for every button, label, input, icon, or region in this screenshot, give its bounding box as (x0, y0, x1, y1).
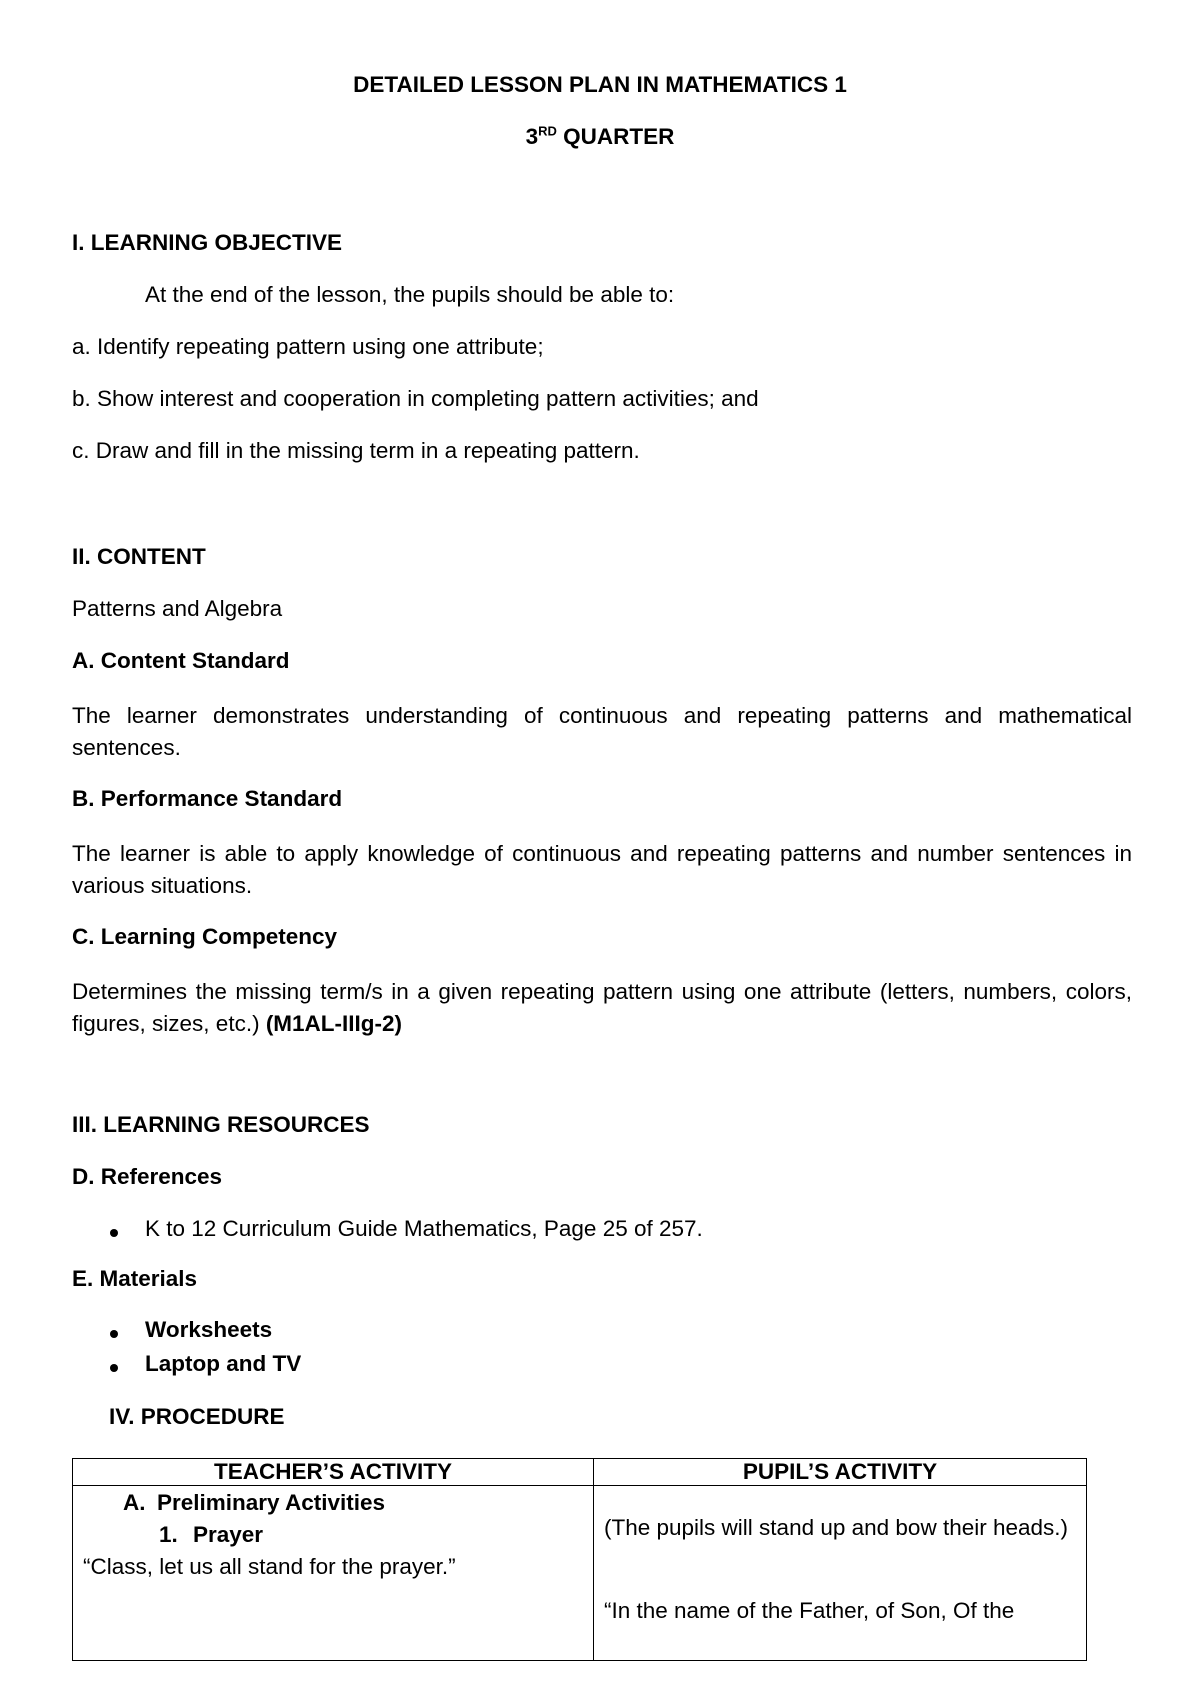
quarter-number: 3 (525, 124, 539, 149)
pupil-action-line: (The pupils will stand up and bow their heads.) (604, 1515, 1069, 1540)
teacher-activity-cell (73, 1486, 594, 1661)
performance-standard-text: The learner is able to apply knowledge of continuous and repeating patterns and number sentences in various situations. (72, 841, 1132, 898)
references-heading: D. References (72, 1164, 223, 1189)
quarter-superscript: RD (538, 123, 557, 139)
prayer-label: Prayer (193, 1522, 264, 1547)
objective-b: b. Show interest and cooperation in completing pattern activities; and (72, 386, 759, 411)
quarter-label (0, 124, 1200, 150)
table-row (73, 1486, 1087, 1661)
learning-competency-heading: C. Learning Competency (72, 924, 338, 949)
section-learning-objective-heading: I. LEARNING OBJECTIVE (72, 230, 343, 255)
pupil-prayer-line: “In the name of the Father, of Son, Of the (604, 1598, 1015, 1623)
teacher-prayer-line: “Class, let us all stand for the prayer.” (83, 1554, 456, 1579)
learning-competency-text (72, 976, 1132, 1040)
objective-c: c. Draw and fill in the missing term in a repeating pattern. (72, 438, 640, 463)
teacher-activity-header: TEACHER’S ACTIVITY (73, 1459, 594, 1486)
bullet-icon (110, 1229, 118, 1237)
section-content-heading: II. CONTENT (72, 544, 206, 569)
material-item-worksheets: Worksheets (145, 1317, 273, 1342)
preliminary-activities-label: Preliminary Activities (157, 1490, 386, 1515)
objective-a: a. Identify repeating pattern using one attribute; (72, 334, 544, 359)
learning-competency-code: (M1AL-IIIg-2) (265, 1011, 403, 1036)
item-1-number: 1. (159, 1522, 178, 1547)
materials-heading: E. Materials (72, 1266, 198, 1291)
pupil-activity-header: PUPIL’S ACTIVITY (594, 1459, 1087, 1486)
section-learning-resources-heading: III. LEARNING RESOURCES (72, 1112, 370, 1137)
performance-standard-heading: B. Performance Standard (72, 786, 343, 811)
objective-intro: At the end of the lesson, the pupils should be able to: (145, 282, 675, 307)
document-title: DETAILED LESSON PLAN IN MATHEMATICS 1 (353, 72, 847, 97)
sub-a-letter: A. (123, 1490, 146, 1515)
procedure-table (72, 1458, 1087, 1661)
learning-competency-body: Determines the missing term/s in a given repeating pattern using one attribute (letters, numbers, colors, figures, sizes, etc.) (72, 979, 1132, 1036)
reference-item: K to 12 Curriculum Guide Mathematics, Page 25 of 257. (145, 1216, 703, 1241)
content-standard-text: The learner demonstrates understanding of continuous and repeating patterns and mathematical sentences. (72, 703, 1132, 760)
quarter-text: QUARTER (556, 124, 675, 149)
section-procedure-heading: IV. PROCEDURE (109, 1404, 285, 1429)
pupil-activity-cell (594, 1486, 1087, 1661)
bullet-icon (110, 1364, 118, 1372)
bullet-icon (110, 1330, 118, 1338)
table-header-row (73, 1459, 1087, 1486)
content-topic: Patterns and Algebra (72, 596, 283, 621)
content-standard-heading: A. Content Standard (72, 648, 290, 673)
material-item-laptop: Laptop and TV (145, 1351, 302, 1376)
